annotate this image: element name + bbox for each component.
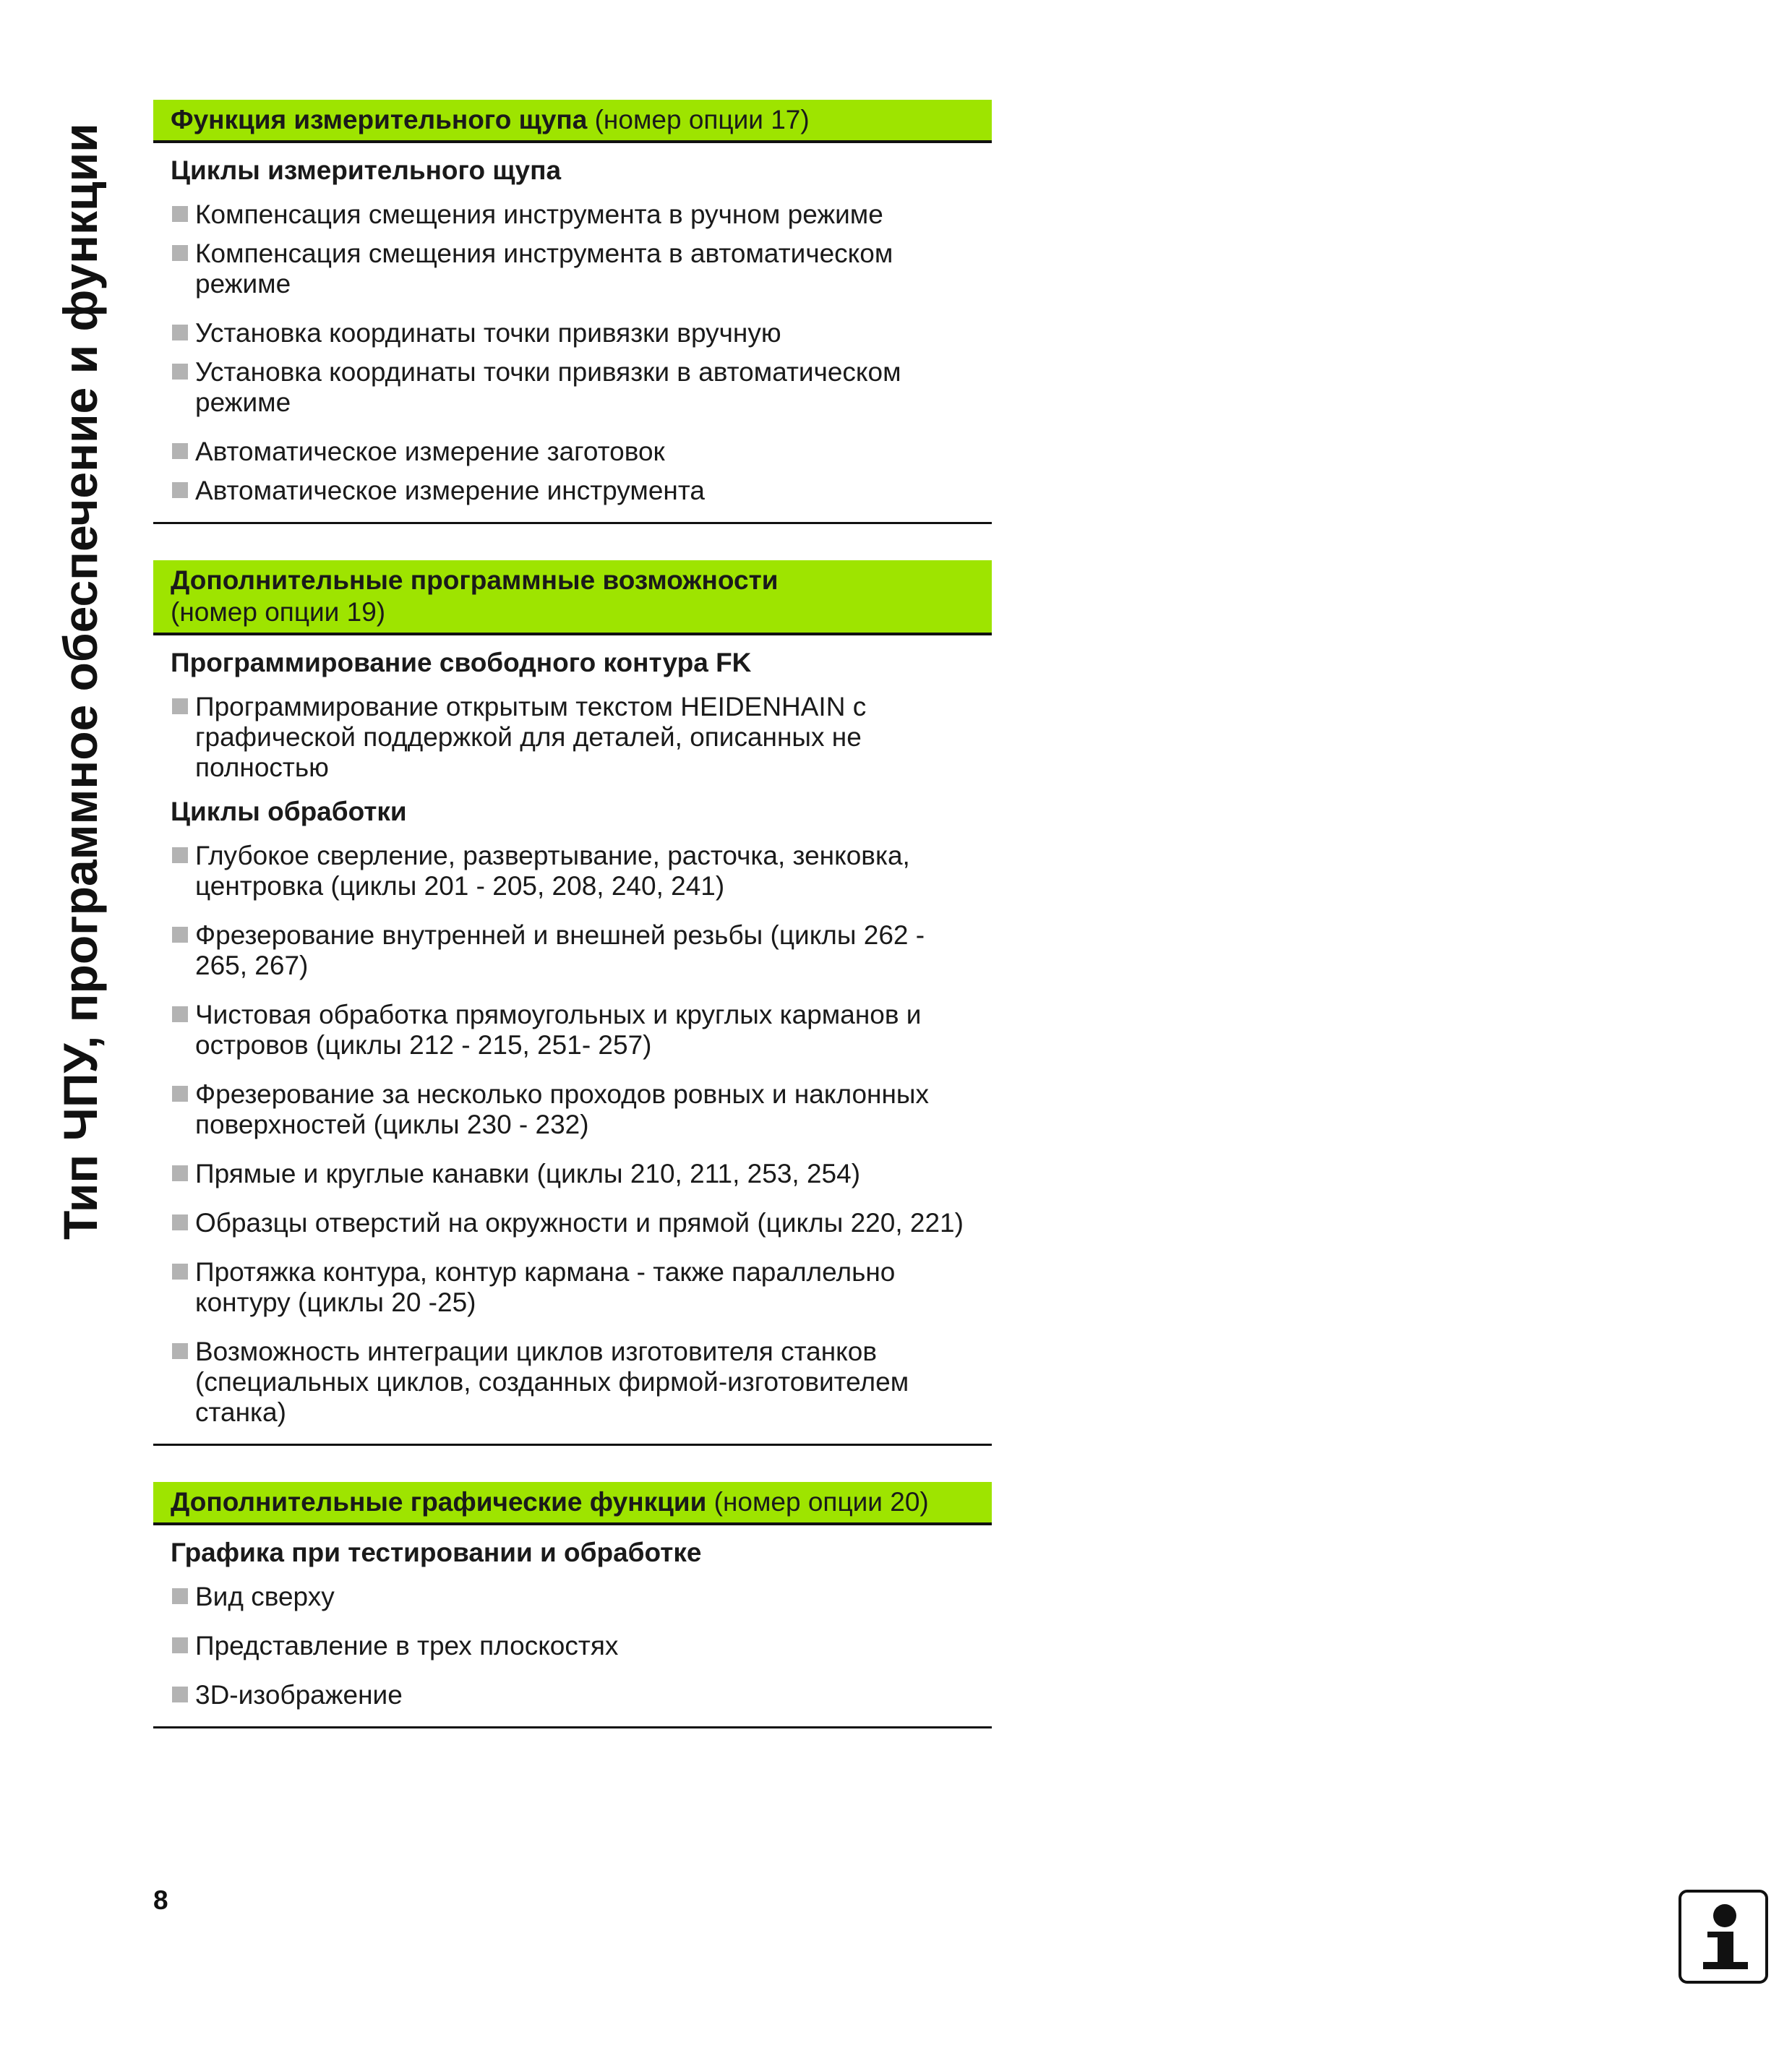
feature-list: [171, 1582, 992, 1710]
square-bullet-icon: [172, 364, 188, 380]
info-icon-base: [1703, 1962, 1748, 1969]
list-item-text: Компенсация смещения инструмента в ручном режиме: [195, 200, 883, 229]
list-item-text: 3D-изображение: [195, 1680, 403, 1710]
list-item-text: Возможность интеграции циклов изготовителя станков (специальных циклов, созданных фирмой-изготовителем станка): [195, 1337, 909, 1427]
square-bullet-icon: [172, 1214, 188, 1230]
feature-list: [171, 841, 992, 1428]
list-item: [171, 692, 992, 783]
square-bullet-icon: [172, 1006, 188, 1022]
list-item: [171, 1337, 992, 1428]
section-body: [153, 143, 992, 524]
list-item: [171, 1208, 992, 1238]
list-item-text: Автоматическое измерение инструмента: [195, 476, 705, 505]
section-header: [153, 1482, 992, 1525]
info-icon: [1679, 1890, 1768, 1984]
list-item-text: Установка координаты точки привязки в автоматическом режиме: [195, 357, 901, 417]
list-item-text: Программирование открытым текстом HEIDENHAIN с графической поддержкой для деталей, описанных не полностью: [195, 692, 867, 782]
side-chapter-title: Тип ЧПУ, программное обеспечение и функции: [53, 123, 107, 1240]
list-item: [171, 437, 992, 467]
square-bullet-icon: [172, 206, 188, 222]
list-item-text: Прямые и круглые канавки (циклы 210, 211, 253, 254): [195, 1159, 861, 1188]
list-item-text: Представление в трех плоскостях: [195, 1631, 619, 1661]
square-bullet-icon: [172, 847, 188, 863]
list-item-text: Компенсация смещения инструмента в автоматическом режиме: [195, 239, 893, 299]
list-item-text: Глубокое сверление, развертывание, расточка, зенковка, центровка (циклы 201 - 205, 208, 240, 241): [195, 841, 910, 901]
list-item-text: Образцы отверстий на окружности и прямой (циклы 220, 221): [195, 1208, 964, 1238]
list-item: [171, 1257, 992, 1318]
list-item: [171, 1680, 992, 1710]
section-title: Дополнительные графические функции: [171, 1487, 707, 1517]
list-item: [171, 841, 992, 901]
square-bullet-icon: [172, 927, 188, 943]
square-bullet-icon: [172, 325, 188, 340]
info-icon-dot: [1713, 1904, 1736, 1927]
subheading: Циклы обработки: [171, 797, 407, 826]
square-bullet-icon: [172, 1687, 188, 1702]
list-item: [171, 1000, 992, 1061]
feature-list: [171, 692, 992, 783]
subheading: Циклы измерительного щупа: [171, 155, 562, 185]
square-bullet-icon: [172, 482, 188, 498]
list-item-text: Автоматическое измерение заготовок: [195, 437, 665, 466]
list-item: [171, 200, 992, 230]
info-icon-stem: [1718, 1932, 1733, 1965]
list-item: [171, 920, 992, 981]
section-probe-functions: [153, 100, 992, 524]
list-item: [171, 1582, 992, 1612]
section-body: [153, 1525, 992, 1728]
page-number: 8: [153, 1885, 168, 1915]
list-item: [171, 1159, 992, 1189]
square-bullet-icon: [172, 443, 188, 459]
list-item-text: Фрезерование внутренней и внешней резьбы (циклы 262 - 265, 267): [195, 920, 925, 980]
list-item: [171, 318, 992, 348]
section-graphics-options: [153, 1482, 992, 1728]
list-item-text: Чистовая обработка прямоугольных и круглых карманов и островов (циклы 212 - 215, 251- 257): [195, 1000, 922, 1060]
section-header: [153, 100, 992, 143]
feature-list: [171, 200, 992, 506]
subheading: Графика при тестировании и обработке: [171, 1538, 702, 1567]
list-item-text: Вид сверху: [195, 1582, 335, 1611]
list-item-text: Фрезерование за несколько проходов ровных и наклонных поверхностей (циклы 230 - 232): [195, 1079, 930, 1139]
list-item-text: Протяжка контура, контур кармана - также параллельно контуру (циклы 20 -25): [195, 1257, 896, 1317]
section-option-number: (номер опции 17): [587, 105, 810, 134]
list-item: [171, 1631, 992, 1661]
square-bullet-icon: [172, 1588, 188, 1604]
square-bullet-icon: [172, 1165, 188, 1181]
list-item: [171, 357, 992, 418]
section-software-options: [153, 560, 992, 1446]
list-item: [171, 239, 992, 299]
section-body: [153, 635, 992, 1446]
section-title: Функция измерительного щупа: [171, 105, 588, 134]
square-bullet-icon: [172, 1343, 188, 1359]
list-item-text: Установка координаты точки привязки вручную: [195, 318, 781, 348]
square-bullet-icon: [172, 1086, 188, 1102]
list-item: [171, 476, 992, 506]
section-option-number: (номер опции 19): [171, 597, 386, 627]
section-title: Дополнительные программные возможности: [171, 565, 779, 595]
section-option-number: (номер опции 20): [706, 1487, 929, 1517]
list-item: [171, 1079, 992, 1140]
section-header: [153, 560, 992, 635]
subheading: Программирование свободного контура FK: [171, 648, 752, 677]
square-bullet-icon: [172, 698, 188, 714]
square-bullet-icon: [172, 1637, 188, 1653]
square-bullet-icon: [172, 245, 188, 261]
square-bullet-icon: [172, 1264, 188, 1280]
main-content: [153, 100, 992, 1728]
